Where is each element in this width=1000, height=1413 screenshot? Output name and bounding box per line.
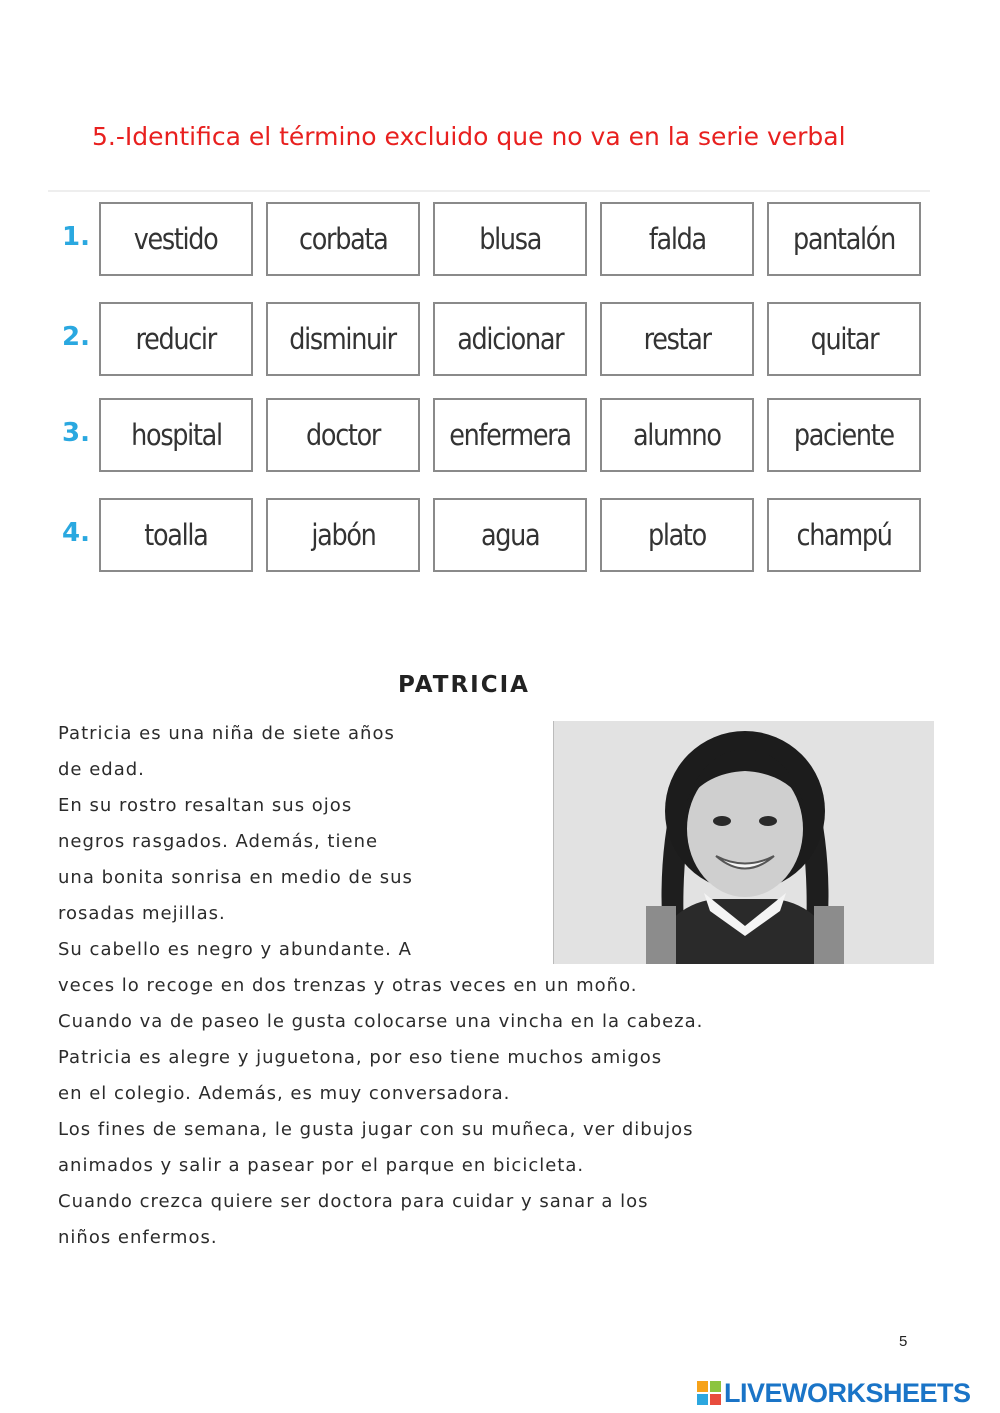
word-cell[interactable]: agua [433, 498, 587, 572]
row-number: 1. [62, 222, 90, 252]
story-title: PATRICIA [398, 672, 530, 698]
word-cell[interactable]: vestido [99, 202, 253, 276]
story-text-beside-photo [58, 716, 536, 968]
story-line: En su rostro resaltan sus ojos [58, 795, 353, 816]
series-row [48, 398, 930, 476]
story-line: rosadas mejillas. [58, 903, 226, 924]
story-line: veces lo recoge en dos trenzas y otras veces en un moño. [58, 975, 638, 996]
story-line: Los fines de semana, le gusta jugar con su muñeca, ver dibujos [58, 1119, 694, 1140]
liveworksheets-logo-icon [697, 1381, 721, 1405]
story-line: Cuando crezca quiere ser doctora para cuidar y sanar a los [58, 1191, 649, 1212]
girl-portrait-illustration [554, 721, 934, 964]
word-cell[interactable]: doctor [266, 398, 420, 472]
word-cell[interactable]: reducir [99, 302, 253, 376]
word-cell[interactable]: corbata [266, 202, 420, 276]
story-line: Su cabello es negro y abundante. A [58, 939, 412, 960]
word-cell[interactable]: champú [767, 498, 921, 572]
story-line: Patricia es alegre y juguetona, por eso tiene muchos amigos [58, 1047, 663, 1068]
story-text-full-width [58, 968, 914, 1256]
story-line: niños enfermos. [58, 1227, 218, 1248]
word-series-table [48, 190, 930, 592]
row-number: 4. [62, 518, 90, 548]
word-cell[interactable]: pantalón [767, 202, 921, 276]
page-number: 5 [899, 1333, 908, 1350]
word-cell[interactable]: alumno [600, 398, 754, 472]
word-cell[interactable]: quitar [767, 302, 921, 376]
story-line: una bonita sonrisa en medio de sus [58, 867, 413, 888]
exercise-heading: 5.-Identifica el término excluido que no va en la serie verbal [92, 122, 846, 151]
word-cell[interactable]: hospital [99, 398, 253, 472]
series-row [48, 202, 930, 280]
story-line: Cuando va de paseo le gusta colocarse una vincha en la cabeza. [58, 1011, 704, 1032]
word-cell[interactable]: falda [600, 202, 754, 276]
word-cell[interactable]: restar [600, 302, 754, 376]
story-line: de edad. [58, 759, 145, 780]
word-cell[interactable]: enfermera [433, 398, 587, 472]
series-row [48, 302, 930, 380]
word-cell[interactable]: adicionar [433, 302, 587, 376]
story-line: Patricia es una niña de siete años [58, 723, 395, 744]
word-cell[interactable]: toalla [99, 498, 253, 572]
word-cell[interactable]: paciente [767, 398, 921, 472]
girl-photo [553, 721, 934, 964]
word-cell[interactable]: jabón [266, 498, 420, 572]
story-line: animados y salir a pasear por el parque en bicicleta. [58, 1155, 585, 1176]
row-number: 3. [62, 418, 90, 448]
story-line: en el colegio. Además, es muy conversadora. [58, 1083, 511, 1104]
story-line: negros rasgados. Además, tiene [58, 831, 379, 852]
word-cell[interactable]: disminuir [266, 302, 420, 376]
liveworksheets-brand[interactable] [697, 1378, 971, 1408]
row-number: 2. [62, 322, 90, 352]
series-row [48, 498, 930, 576]
word-cell[interactable]: plato [600, 498, 754, 572]
word-cell[interactable]: blusa [433, 202, 587, 276]
brand-name: LIVEWORKSHEETS [724, 1377, 971, 1408]
